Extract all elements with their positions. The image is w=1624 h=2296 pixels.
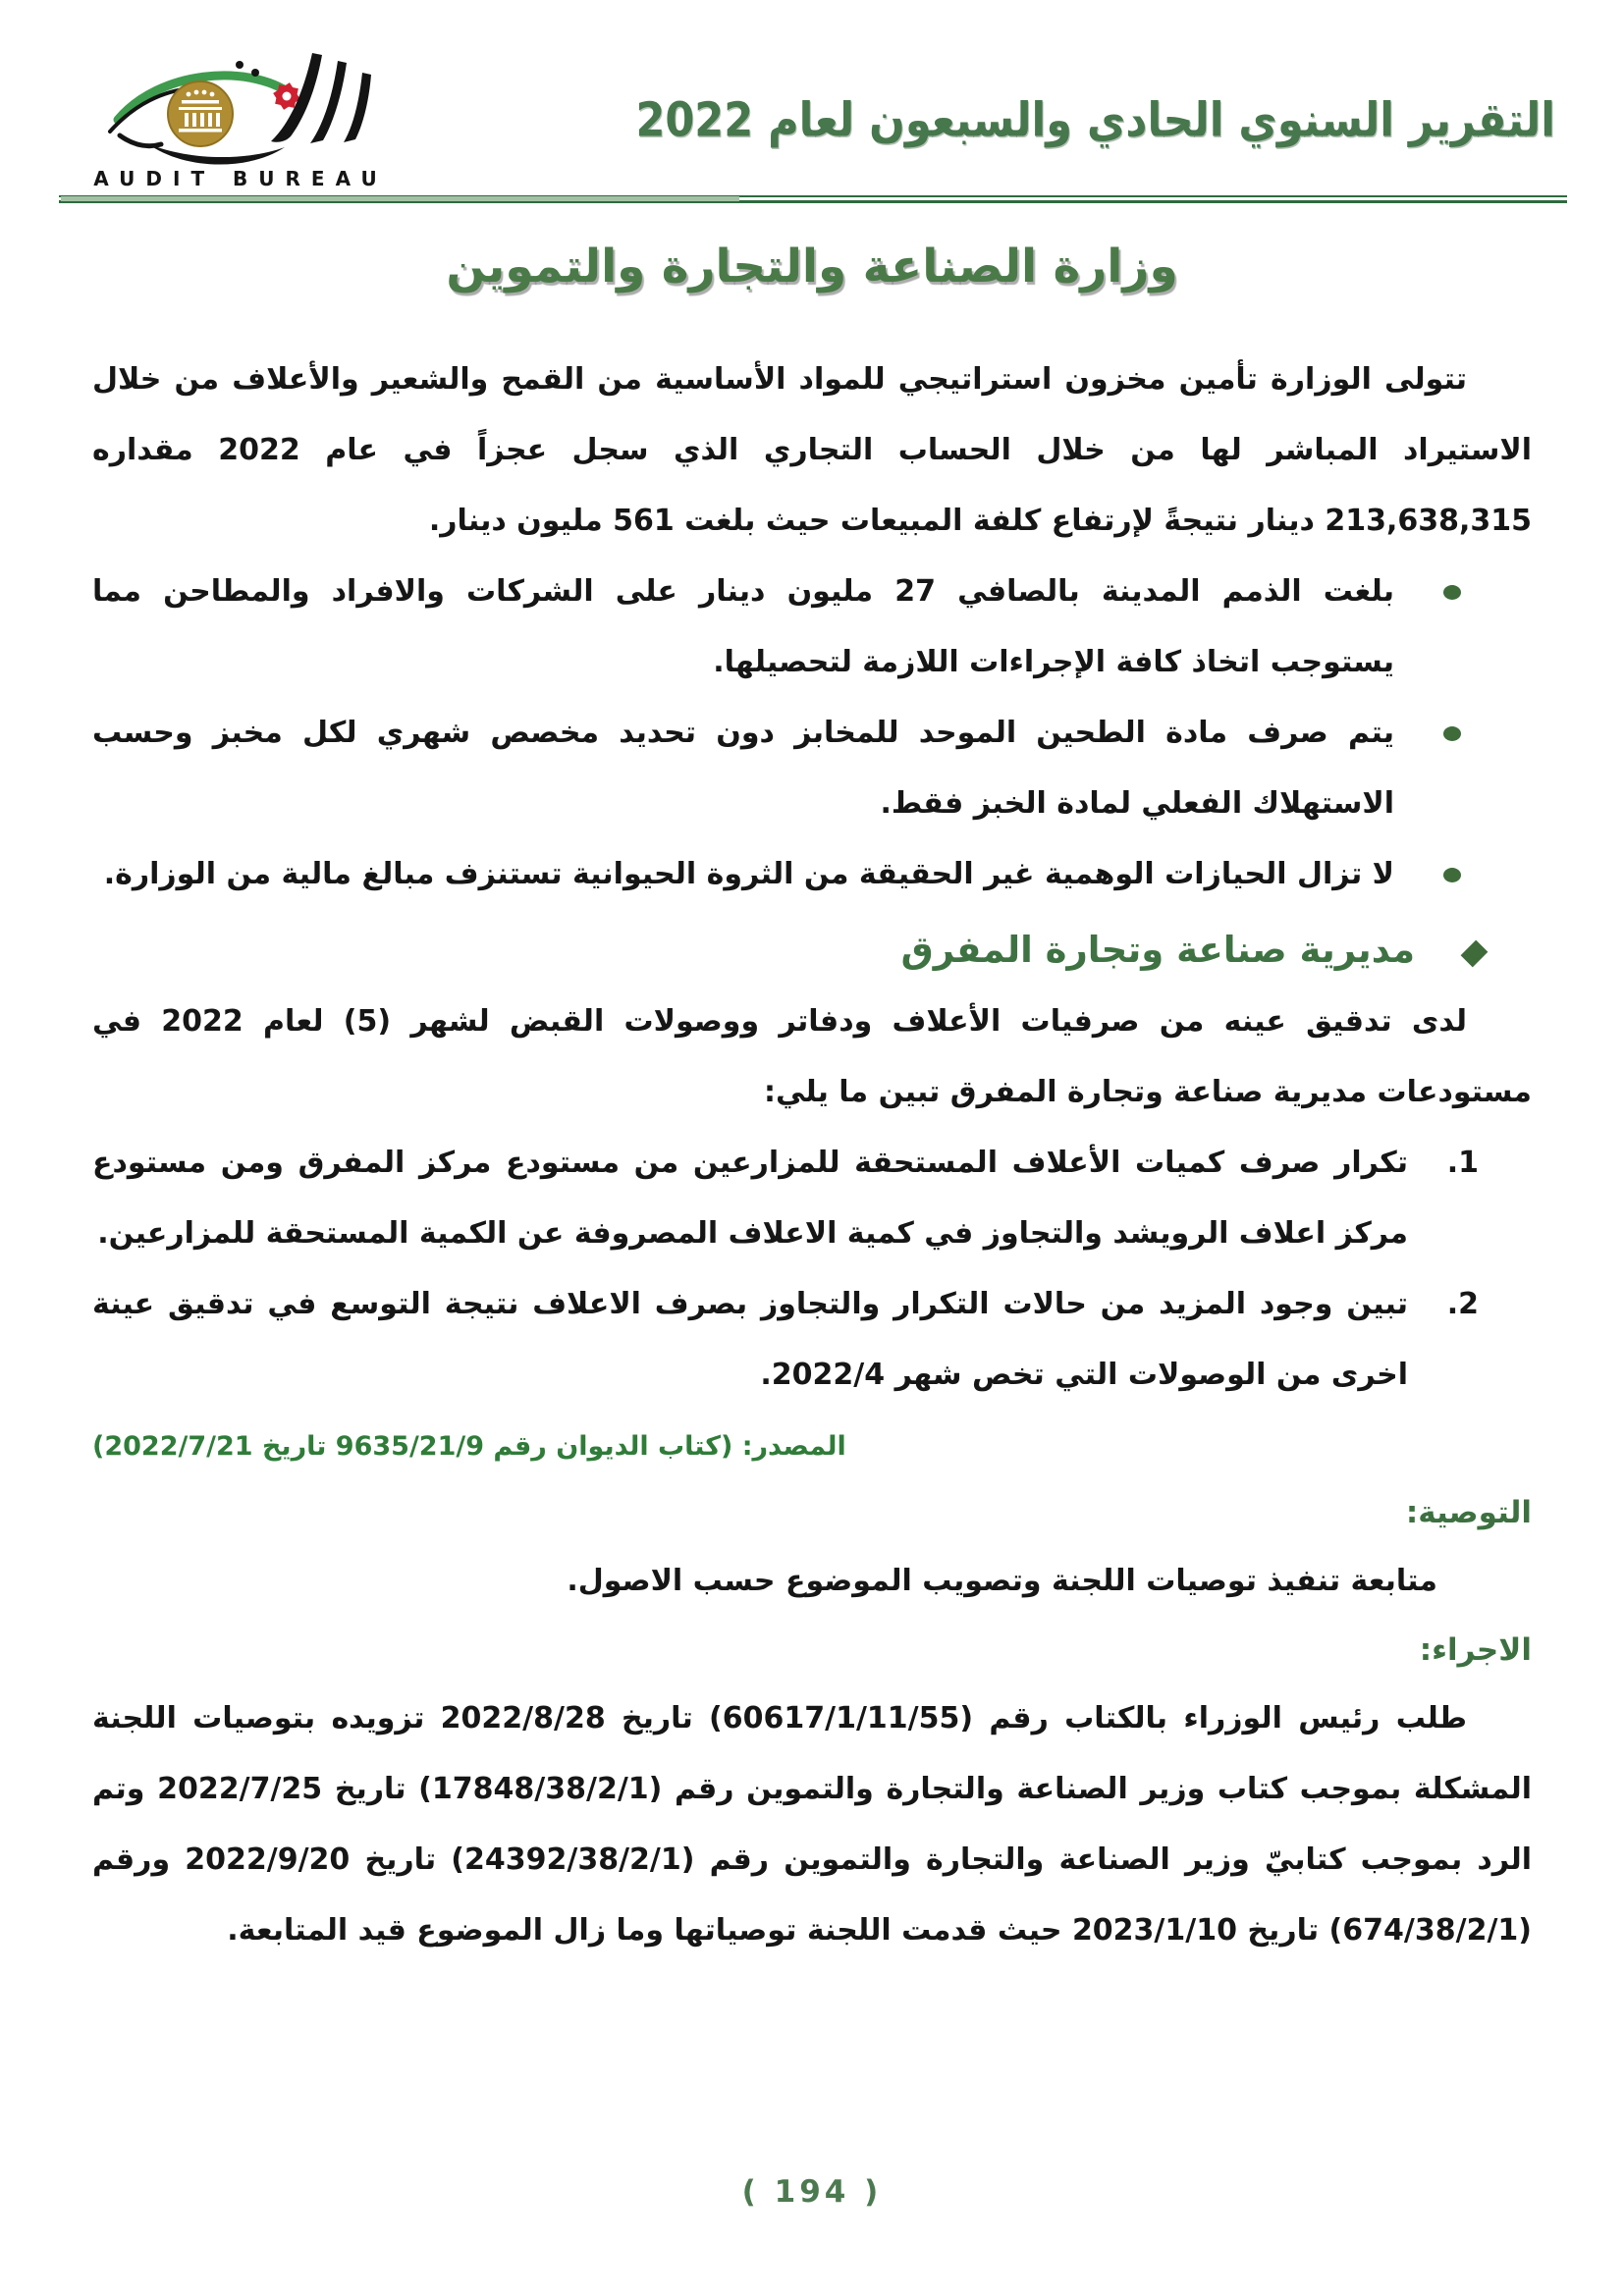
action-text: طلب رئيس الوزراء بالكتاب رقم (60617/1/11/55) تاريخ 2022/8/28 تزويده بتوصيات اللجنة المشكلة بموجب كتاب وزير الصناعة والتجارة والتموين رقم (17848/38/2/1) تاريخ 2022/7/25 وتم الرد بموجب كتابيّ وزير الصناعة والتجارة والتموين رقم (24392/38/2/1) تاريخ 2022/9/20 ورقم (674/38/2/1) تاريخ 2023/1/10 حيث قدمت اللجنة توصياتها وما زال الموضوع قيد المتابعة. <box>92 1701 1533 1949</box>
page-header <box>77 45 1563 194</box>
bullet-text: بلغت الذمم المدينة بالصافي 27 مليون دينار على الشركات والافراد والمطاحن مما يستوجب اتخاذ كافة الإجراءات اللازمة لتحصيلها. <box>92 574 1394 679</box>
page-title: وزارة الصناعة والتجارة والتموين <box>446 240 1178 294</box>
list-item <box>92 1269 1532 1411</box>
header-divider <box>59 195 1567 204</box>
recommendation-label: التوصية: <box>1405 1495 1532 1530</box>
numbered-item-text: تبين وجود المزيد من حالات التكرار والتجاوز بصرف الاعلاف نتيجة التوسع في تدقيق عينة اخرى من الوصولات التي تخص شهر 2022/4. <box>92 1287 1408 1392</box>
list-item <box>92 698 1532 839</box>
section-title: مديرية صناعة وتجارة المفرق <box>900 929 1415 971</box>
findings-bullet-list <box>92 557 1532 910</box>
recommendation-text: متابعة تنفيذ توصيات اللجنة وتصويب الموضوع حسب الاصول. <box>567 1564 1437 1599</box>
bullet-circle-icon <box>1443 726 1461 741</box>
section-intro-paragraph: لدى تدقيق عينه من صرفيات الأعلاف ودفاتر ووصولات القبض لشهر (5) لعام 2022 في مستودعات مديرية صناعة وتجارة المفرق تبين ما يلي: <box>92 1004 1532 1109</box>
bullet-text: يتم صرف مادة الطحين الموحد للمخابز دون تحديد مخصص شهري لكل مخبز وحسب الاستهلاك الفعلي لمادة الخبز فقط. <box>92 716 1394 821</box>
bullet-text: لا تزال الحيازات الوهمية غير الحقيقة من الثروة الحيوانية تستنزف مبالغ مالية من الوزارة. <box>103 857 1394 891</box>
source-reference: المصدر: (كتاب الديوان رقم 9635/21/9 تاريخ 2022/7/21) <box>92 1431 846 1462</box>
section-heading <box>92 914 1532 987</box>
list-number: 2. <box>1446 1287 1479 1321</box>
diamond-bullet-icon <box>1461 939 1489 967</box>
document-body <box>92 226 1532 1966</box>
bullet-circle-icon <box>1443 585 1461 600</box>
list-item <box>92 557 1532 698</box>
list-number: 1. <box>1446 1146 1479 1180</box>
report-title: التقرير السنوي الحادي والسبعون لعام 2022 <box>635 93 1555 148</box>
audit-bureau-logo <box>90 49 391 190</box>
audit-bureau-logo-icon <box>90 49 391 165</box>
page-number: ( 194 ) <box>741 2174 883 2210</box>
header-divider-light-line <box>61 196 739 201</box>
logo-english-name: AUDIT BUREAU <box>93 167 388 190</box>
list-item <box>92 1128 1532 1269</box>
bullet-circle-icon <box>1443 868 1461 882</box>
list-item <box>92 839 1532 910</box>
intro-paragraph: تتولى الوزارة تأمين مخزون استراتيجي للمواد الأساسية من القمح والشعير والأعلاف من خلال الاستيراد المباشر لها من خلال الحساب التجاري الذي سجل عجزاً في عام 2022 مقداره 213,638,315 دينار نتيجةً لإرتفاع كلفة المبيعات حيث بلغت 561 مليون دينار. <box>92 362 1532 538</box>
numbered-findings-list <box>92 1128 1532 1411</box>
numbered-item-text: تكرار صرف كميات الأعلاف المستحقة للمزارعين من مستودع مركز المفرق ومن مستودع مركز اعلاف الرويشد والتجاوز في كمية الاعلاف المصروفة عن الكمية المستحقة للمزارعين. <box>92 1146 1408 1251</box>
action-label: الاجراء: <box>1419 1632 1532 1669</box>
